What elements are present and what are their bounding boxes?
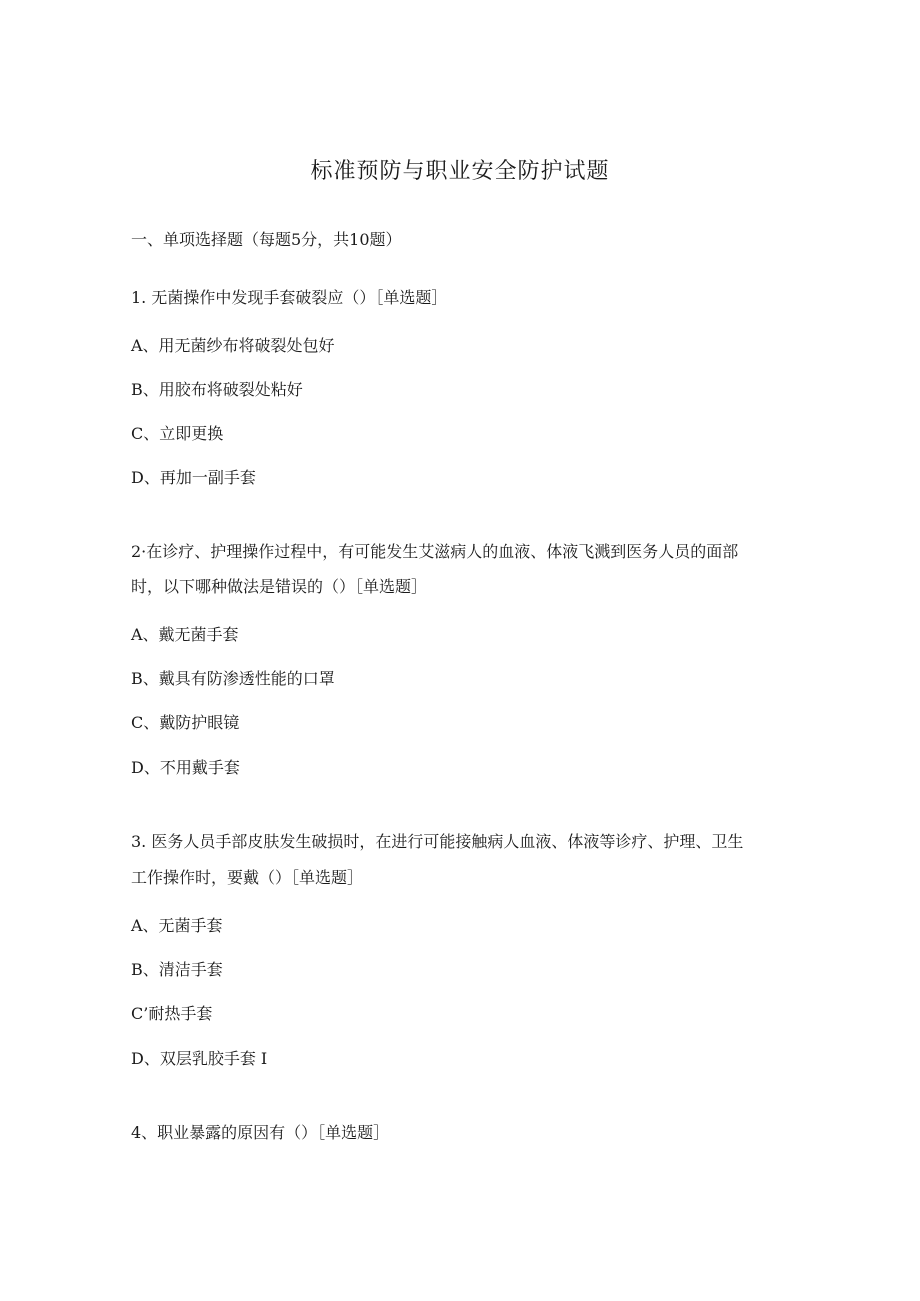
question-2-option-d: D、不用戴手套: [131, 758, 240, 777]
question-3-stem-line-1: 3. 医务人员手部皮肤发生破损时，在进行可能接触病人血液、体液等诊疗、护理、卫生: [131, 832, 744, 851]
question-1-option-d: D、再加一副手套: [131, 468, 256, 487]
question-3-option-a: A、无菌手套: [131, 916, 223, 935]
section-heading: 一、单项选择题（每题5分，共10题）: [131, 230, 402, 249]
question-1-option-a: A、用无菌纱布将破裂处包好: [131, 336, 335, 355]
question-3-option-b: B、清洁手套: [131, 960, 223, 979]
question-3-option-d: D、双层乳胶手套 I: [131, 1049, 268, 1068]
question-2-option-c: C、戴防护眼镜: [131, 713, 240, 732]
question-3-option-c: C’耐热手套: [131, 1004, 213, 1023]
question-1-stem: 1. 无菌操作中发现手套破裂应（）［单选题］: [131, 288, 448, 307]
question-1-option-c: C、立即更换: [131, 424, 224, 443]
question-2-option-b: B、戴具有防渗透性能的口罩: [131, 669, 335, 688]
question-2-stem-line-1: 2·在诊疗、护理操作过程中，有可能发生艾滋病人的血液、体液飞溅到医务人员的面部: [131, 542, 739, 561]
question-3-stem-line-2: 工作操作时，要戴（）［单选题］: [131, 868, 364, 887]
page-title: 标准预防与职业安全防护试题: [310, 159, 610, 184]
question-2-option-a: A、戴无菌手套: [131, 625, 239, 644]
question-4-stem: 4、职业暴露的原因有（）［单选题］: [131, 1123, 390, 1142]
question-2-stem-line-2: 时，以下哪种做法是错误的（）［单选题］: [131, 577, 428, 596]
question-1-option-b: B、用胶布将破裂处粘好: [131, 380, 303, 399]
